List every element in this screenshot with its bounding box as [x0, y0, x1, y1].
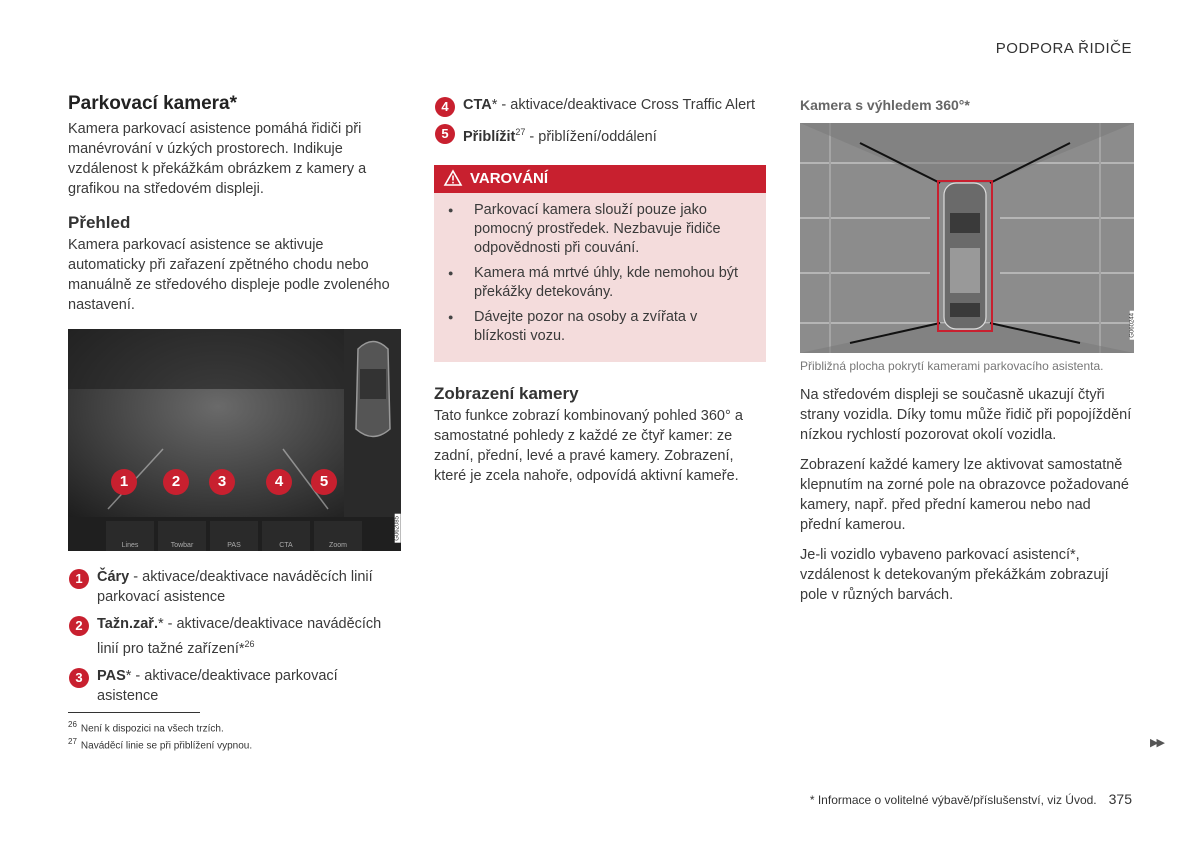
overview-heading: Přehled	[68, 213, 131, 232]
image-code: G060244	[1130, 313, 1136, 338]
item-text: - aktivace/deaktivace naváděcích linií parkovací asistence	[97, 569, 373, 605]
warning-box	[434, 165, 766, 362]
item-label: CTA	[463, 97, 492, 113]
display-paragraph: Tato funkce zobrazí kombinovaný pohled 360° a samostatné pohledy z každé ze čtyř kamer: ze zadní, přední, levé a pravé kamery. Zobrazení, které je zcela nahoře, odpovídá aktivní kameře.	[434, 407, 743, 484]
item-text: * - aktivace/deaktivace parkovací asistence	[97, 667, 338, 704]
callout-5: 5	[311, 469, 337, 495]
cta-button[interactable]: CTA	[262, 521, 310, 551]
image-code: G062085	[395, 516, 401, 541]
list-item	[434, 122, 766, 147]
list-item	[68, 567, 401, 607]
warning-bullet: ● Dávejte pozor na osoby a zvířata v blízkosti vozu.	[448, 308, 750, 346]
section-header: PODPORA ŘIDIČE	[995, 40, 1132, 57]
zoom-button[interactable]: Zoom	[314, 521, 362, 551]
camera-display-image	[68, 329, 401, 551]
column-left	[68, 93, 401, 713]
next-page-arrows-icon: ▶▶	[1150, 737, 1163, 749]
item-text: * - aktivace/deaktivace naváděcích linií pro tažné zařízení*	[97, 616, 382, 657]
overview-paragraph: Kamera parkovací asistence se aktivuje automaticky při zařazení zpětného chodu nebo manuálně ze středového displeje podle zvoleného nastavení.	[68, 237, 390, 313]
paragraph: Zobrazení každé kamery lze aktivovat samostatně klepnutím na zorné pole na obrazovce požadované kamery, např. před přední kamerou nebo nad přední kamerou.	[800, 457, 1129, 533]
item-text: - přiblížení/oddálení	[525, 128, 657, 145]
callout-3: 3	[209, 469, 235, 495]
item-label: Čáry	[97, 569, 130, 585]
footnotes	[68, 712, 468, 753]
item-text: * - aktivace/deaktivace Cross Traffic Alert	[491, 97, 755, 113]
footnote-rule	[68, 712, 200, 713]
item-number: 1	[69, 569, 89, 589]
footer-note: * Informace o volitelné výbavě/příslušenství, viz Úvod.	[809, 793, 1097, 807]
warning-list	[434, 193, 766, 362]
page-number: 375	[1108, 791, 1132, 807]
item-number: 5	[435, 124, 455, 144]
callout-4: 4	[266, 469, 292, 495]
callout-1: 1	[111, 469, 137, 495]
footnote: $^{27}$ Naváděcí linie se při přiblížení vypnou.	[68, 737, 253, 752]
item-label: Tažn.zař.	[97, 616, 158, 632]
item-label: Přiblížit	[463, 128, 516, 145]
towbar-button[interactable]: Towbar	[158, 521, 206, 551]
camera360-coverage-image	[800, 123, 1134, 353]
footnote: $^{26}$ Není k dispozici na všech trzích.	[68, 720, 224, 735]
warning-triangle-icon	[444, 168, 462, 196]
callout-2: 2	[163, 469, 189, 495]
pas-button[interactable]: PAS	[210, 521, 258, 551]
paragraph: Je-li vozidlo vybaveno parkovací asistencí*, vzdálenost k detekovaným překážkám zobrazují pole v různých barvách.	[800, 547, 1109, 603]
warning-title: VAROVÁNÍ	[470, 169, 549, 187]
warning-bullet: ● Parkovací kamera slouží pouze jako pomocný prostředek. Nezbavuje řidiče odpovědnosti při couvání.	[448, 201, 750, 258]
intro-paragraph: Kamera parkovací asistence pomáhá řidiči při manévrování v úzkých prostorech. Indikuje vzdálenost k překážkám obrázkem z kamery a grafikou na středovém displeji.	[68, 121, 367, 197]
lines-button[interactable]: Lines	[106, 521, 154, 551]
image-caption: Přibližná plocha pokrytí kamerami parkovacího asistenta.	[800, 359, 1104, 373]
list-item	[68, 614, 401, 659]
list-item	[68, 666, 401, 706]
item-number: 2	[69, 616, 89, 636]
camera360-heading: Kamera s výhledem 360°*	[800, 97, 970, 113]
column-middle	[434, 95, 766, 486]
page-footer	[810, 791, 1132, 807]
item-label: PAS	[97, 667, 126, 684]
page-title: Parkovací kamera*	[68, 93, 238, 114]
paragraph: Na středovém displeji se současně ukazují čtyři strany vozidla. Díky tomu může řidič při popojíždění nízkou rychlostí pozorovat okolí vozidla.	[800, 387, 1132, 443]
column-right	[800, 97, 1134, 605]
warning-bullet: ● Kamera má mrtvé úhly, kde nemohou být překážky detekovány.	[448, 264, 750, 302]
display-heading: Zobrazení kamery	[434, 383, 579, 403]
footnote-ref: 27	[515, 127, 526, 137]
item-number: 4	[435, 97, 455, 117]
list-item	[434, 95, 766, 115]
footnote-ref: 26	[244, 639, 255, 649]
warning-header	[434, 165, 766, 193]
item-number: 3	[69, 668, 89, 688]
